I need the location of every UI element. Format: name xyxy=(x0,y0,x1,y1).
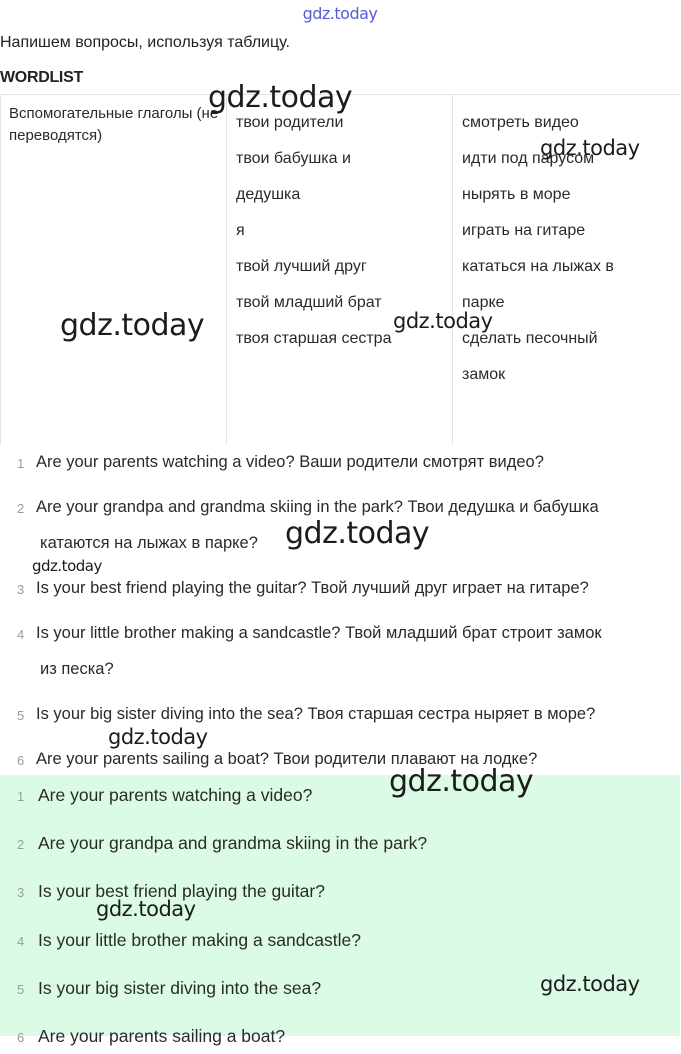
answer-text-continued: катаются на лыжах в парке? xyxy=(40,534,258,552)
wordlist-subject: дедушка xyxy=(236,186,301,203)
question-text: Are your grandpa and grandma skiing in the park? xyxy=(38,833,428,853)
watermark: gdz.today xyxy=(540,136,640,160)
question-number: 2 xyxy=(17,837,25,852)
answer-text: Are your grandpa and grandma skiing in the park? Твои дедушка и бабушка xyxy=(36,498,599,516)
question-text: Is your little brother making a sandcastle? xyxy=(38,930,361,950)
watermark: gdz.today xyxy=(285,516,430,551)
wordlist-action: смотреть видео xyxy=(462,114,579,131)
wordlist-action: парке xyxy=(462,294,505,311)
watermark: gdz.today xyxy=(393,309,493,333)
answer-number: 6 xyxy=(17,753,25,768)
watermark: gdz.today xyxy=(108,725,208,749)
wordlist-subject: твоя старшая сестра xyxy=(236,330,392,347)
wordlist-table xyxy=(0,94,680,444)
answer-number: 2 xyxy=(17,501,25,516)
wordlist-cell-subjects xyxy=(236,105,391,357)
question-text: Are your parents sailing a boat? xyxy=(38,1026,286,1046)
wordlist-action: идти под парусом xyxy=(462,150,595,167)
question-text: Is your best friend playing the guitar? xyxy=(38,881,325,901)
wordlist-action: кататься на лыжах в xyxy=(462,258,614,275)
questions-panel xyxy=(0,775,680,1046)
answer-number: 5 xyxy=(17,708,25,723)
watermark: gdz.today xyxy=(96,897,196,921)
wordlist-subject: твой лучший друг xyxy=(236,258,367,275)
wordlist-action: играть на гитаре xyxy=(462,222,586,239)
watermark: gdz.today xyxy=(60,308,205,343)
answer-number: 4 xyxy=(17,627,25,642)
answer-text: Are your parents watching a video? Ваши родители смотрят видео? xyxy=(36,453,544,471)
answer-text: Is your big sister diving into the sea? Твоя старшая сестра ныряет в море? xyxy=(36,705,596,723)
question-number: 5 xyxy=(17,982,25,997)
wordlist-action: сделать песочный xyxy=(462,330,598,347)
answer-number: 1 xyxy=(17,456,25,471)
answer-text-continued: из песка? xyxy=(40,660,114,678)
wordlist-cell-auxiliary: Вспомогательные глаголы (не переводятся) xyxy=(9,105,219,144)
wordlist-column-actions xyxy=(453,95,681,445)
question-text: Is your big sister diving into the sea? xyxy=(38,978,322,998)
watermark: gdz.today xyxy=(32,557,102,575)
question-number: 1 xyxy=(17,789,25,804)
instruction-text: Напишем вопросы, используя таблицу. xyxy=(0,34,290,51)
answer-number: 3 xyxy=(17,582,25,597)
watermark: gdz.today xyxy=(540,972,640,996)
wordlist-subject: твой младший брат xyxy=(236,294,382,311)
wordlist-action: замок xyxy=(462,366,506,383)
wordlist-column-auxiliary xyxy=(1,95,227,445)
header-watermark: gdz.today xyxy=(302,4,378,23)
wordlist-subject: твои родители xyxy=(236,114,344,131)
watermark: gdz.today xyxy=(208,80,353,115)
wordlist-action: нырять в море xyxy=(462,186,571,203)
wordlist-title: WORDLIST xyxy=(0,69,83,86)
answer-text: Is your best friend playing the guitar? Твой лучший друг играет на гитаре? xyxy=(36,579,589,597)
watermark: gdz.today xyxy=(389,764,534,799)
question-text: Are your parents watching a video? xyxy=(38,785,313,805)
question-number: 3 xyxy=(17,885,25,900)
answer-text: Is your little brother making a sandcastle? Твой младший брат строит замок xyxy=(36,624,602,642)
question-number: 4 xyxy=(17,934,25,949)
wordlist-subject: я xyxy=(236,222,245,239)
wordlist-cell-actions xyxy=(462,105,614,393)
question-number: 6 xyxy=(17,1030,25,1045)
wordlist-column-subjects xyxy=(227,95,453,445)
answer-text: Are your parents sailing a boat? Твои родители плавают на лодке? xyxy=(36,750,538,768)
wordlist-subject: твои бабушка и xyxy=(236,150,351,167)
